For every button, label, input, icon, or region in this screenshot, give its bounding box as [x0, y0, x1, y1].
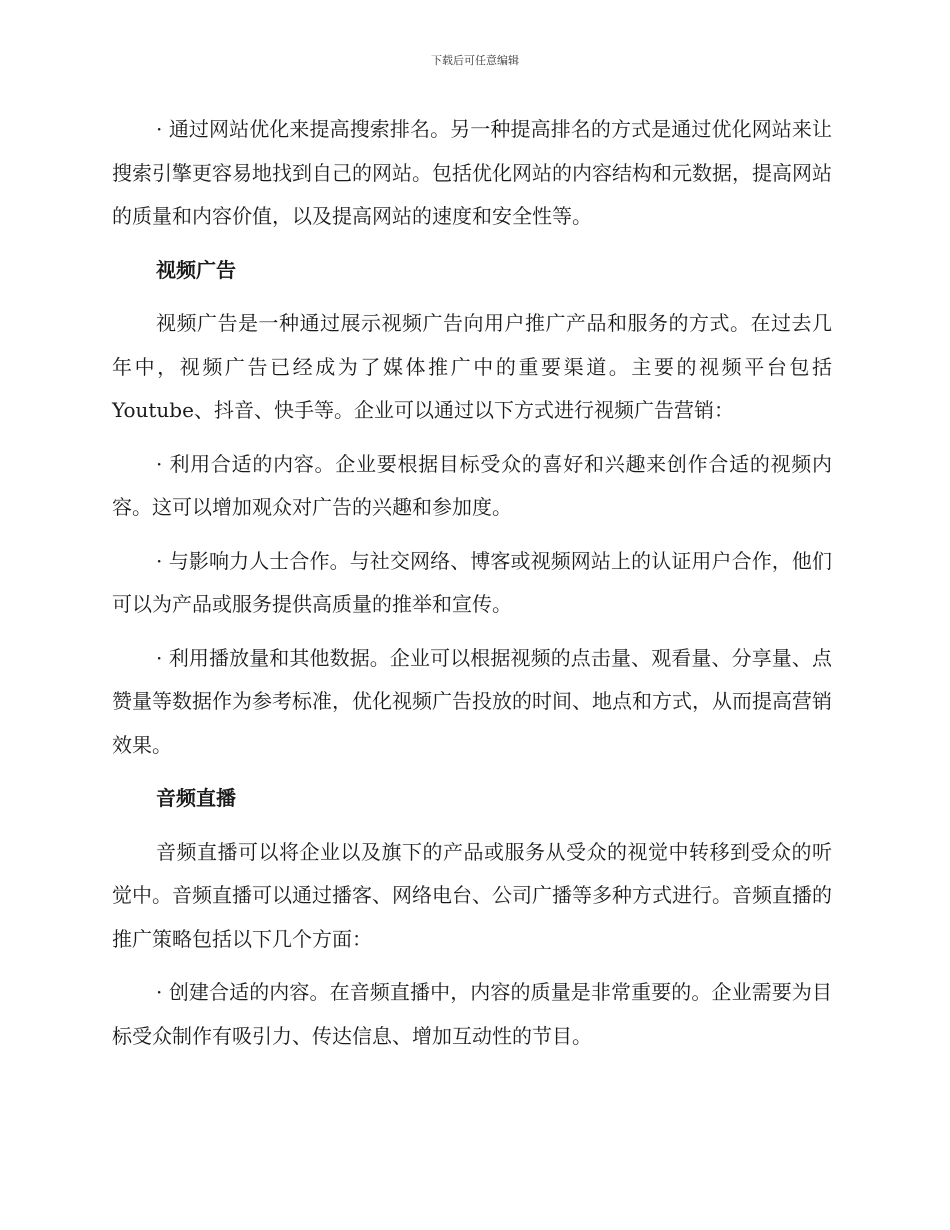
paragraph-website-optimization: · 通过网站优化来提高搜索排名。另一种提高排名的方式是通过优化网站来让搜索引擎更容易地找到自己的网站。包括优化网站的内容结构和元数据，提高网站的质量和内容价值，以及提高网站的速度和安全性等。	[112, 117, 832, 228]
document-body	[112, 108, 832, 1068]
paragraph-video-ads-intro: 视频广告是一种通过展示视频广告向用户推广产品和服务的方式。在过去几年中，视频广告已经成为了媒体推广中的重要渠道。主要的视频平台包括 Youtube、抖音、快手等。企业可以通过以下方式进行视频广告营销：	[112, 311, 832, 422]
heading-video-ads: 视频广告	[156, 257, 236, 282]
paragraph-influencer-cooperation: · 与影响力人士合作。与社交网络、博客或视频网站上的认证用户合作，他们可以为产品或服务提供高质量的推举和宣传。	[112, 548, 832, 616]
paragraph-suitable-content: · 利用合适的内容。企业要根据目标受众的喜好和兴趣来创作合适的视频内容。这可以增加观众对广告的兴趣和参加度。	[112, 451, 832, 519]
paragraph-audio-live-intro: 音频直播可以将企业以及旗下的产品或服务从受众的视觉中转移到受众的听觉中。音频直播可以通过播客、网络电台、公司广播等多种方式进行。音频直播的推广策略包括以下几个方面：	[112, 839, 832, 951]
paragraph-playback-data: · 利用播放量和其他数据。企业可以根据视频的点击量、观看量、分享量、点赞量等数据作为参考标准，优化视频广告投放的时间、地点和方式，从而提高营销效果。	[112, 645, 832, 757]
paragraph-create-content: · 创建合适的内容。在音频直播中，内容的质量是非常重要的。企业需要为目标受众制作有吸引力、传达信息、增加互动性的节目。	[112, 980, 832, 1048]
heading-audio-live: 音频直播	[156, 786, 236, 810]
page-header: 下载后可任意编辑	[431, 54, 519, 67]
